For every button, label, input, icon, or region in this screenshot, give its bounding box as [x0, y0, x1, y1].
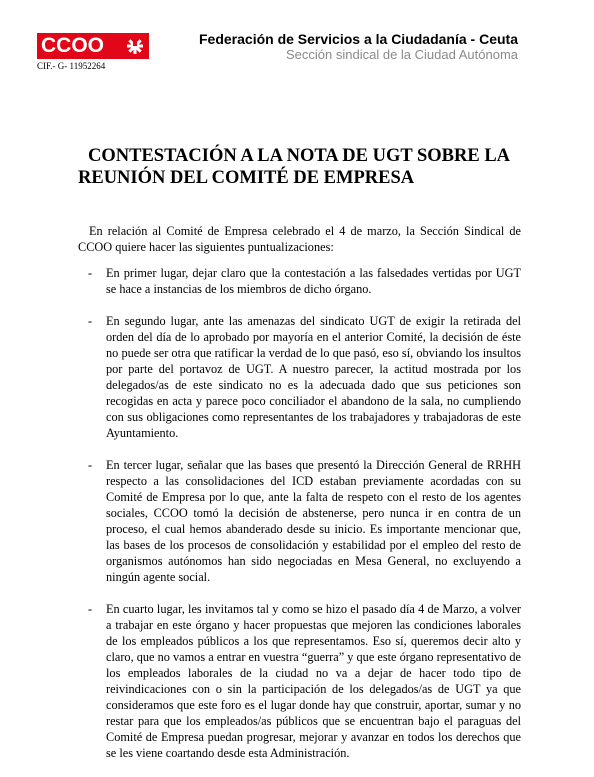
list-bullet: - [88, 314, 93, 328]
list-item [78, 265, 521, 297]
points-list [78, 265, 521, 761]
list-item-text: En primer lugar, dejar claro que la contestación a las falsedades vertidas por UGT se hace a instancias de los miembros de dicho órgano. [106, 266, 521, 296]
document-title [78, 145, 528, 189]
list-bullet: - [88, 266, 93, 280]
list-item [78, 313, 521, 441]
title-line-1: CONTESTACIÓN A LA NOTA DE UGT SOBRE LA [88, 146, 511, 166]
list-item [78, 601, 521, 761]
logo-text: CCOO [41, 34, 104, 57]
list-item-text: En cuarto lugar, les invitamos tal y como se hizo el pasado día 4 de Marzo, a volver a trabajar en este órgano y hacer propuestas que mejoren las condiciones laborales de los empleados públicos a los que representamos. Eso sí, queremos decir alto y claro, que no vamos a entrar en vuestra “guerra” y que este órgano representativo de los empleados laborales de la ciudad no va a dejar de hacer todo tipo de reivindicaciones con o sin la participación de los delegados/as de UGT ya que consideramos que este foro es el lugar donde hay que construir, aportar, sumar y no restar para que los empleados/as públicos que se encuentran bajo el paraguas del Comité de Empresa puedan progresar, mejorar y avanzar en todos los derechos que se les viene coartando desde esta Administración. [106, 602, 521, 760]
organization-title: Federación de Servicios a la Ciudadanía - Ceuta [199, 31, 518, 47]
organization-subtitle: Sección sindical de la Ciudad Autónoma [286, 47, 518, 62]
cif-number: CIF.- G- 11952264 [37, 61, 106, 71]
list-item-text: En segundo lugar, ante las amenazas del sindicato UGT de exigir la retirada del orden del día de lo aprobado por mayoría en el anterior Comité, la decisión de éste no puede ser otra que ratificar la verdad de lo que pasó, eso sí, obviando los insultos por parte del portavoz de UGT. A nuestro parecer, la actitud mostrada por los delegados/as de este sindicato no es la adecuada dado que sus peticiones son recogidas en acta y parece poco conciliador el abandono de la sala, no cumpliendo con sus obligaciones como representantes de los trabajadores y trabajadoras de este Ayuntamiento. [106, 314, 521, 440]
list-bullet: - [88, 458, 93, 472]
ccoo-logo [37, 33, 149, 59]
intro-paragraph: En relación al Comité de Empresa celebrado el 4 de marzo, la Sección Sindical de CCOO quiere hacer las siguientes puntualizaciones: [78, 224, 521, 254]
title-line-2: REUNIÓN DEL COMITÉ DE EMPRESA [78, 168, 415, 188]
list-item-text: En tercer lugar, señalar que las bases que presentó la Dirección General de RRHH respecto a las consolidaciones del ICD estaban previamente acordadas con su Comité de Empresa por lo que, ante la falta de respeto con el resto de los agentes sociales, CCOO tomó la decisión de abstenerse, pero nunca ir en contra de un proceso, el cual hemos abanderado desde su inicio. Es importante mencionar que, las bases de los procesos de consolidación y estabilidad por el empleo del resto de organismos autónomos han sido negociadas en Mesa General, no excluyendo a ningún agente social. [106, 458, 521, 584]
list-item [78, 457, 521, 585]
list-bullet: - [88, 602, 93, 616]
document-body [78, 223, 521, 777]
ccoo-star-icon [126, 37, 144, 55]
